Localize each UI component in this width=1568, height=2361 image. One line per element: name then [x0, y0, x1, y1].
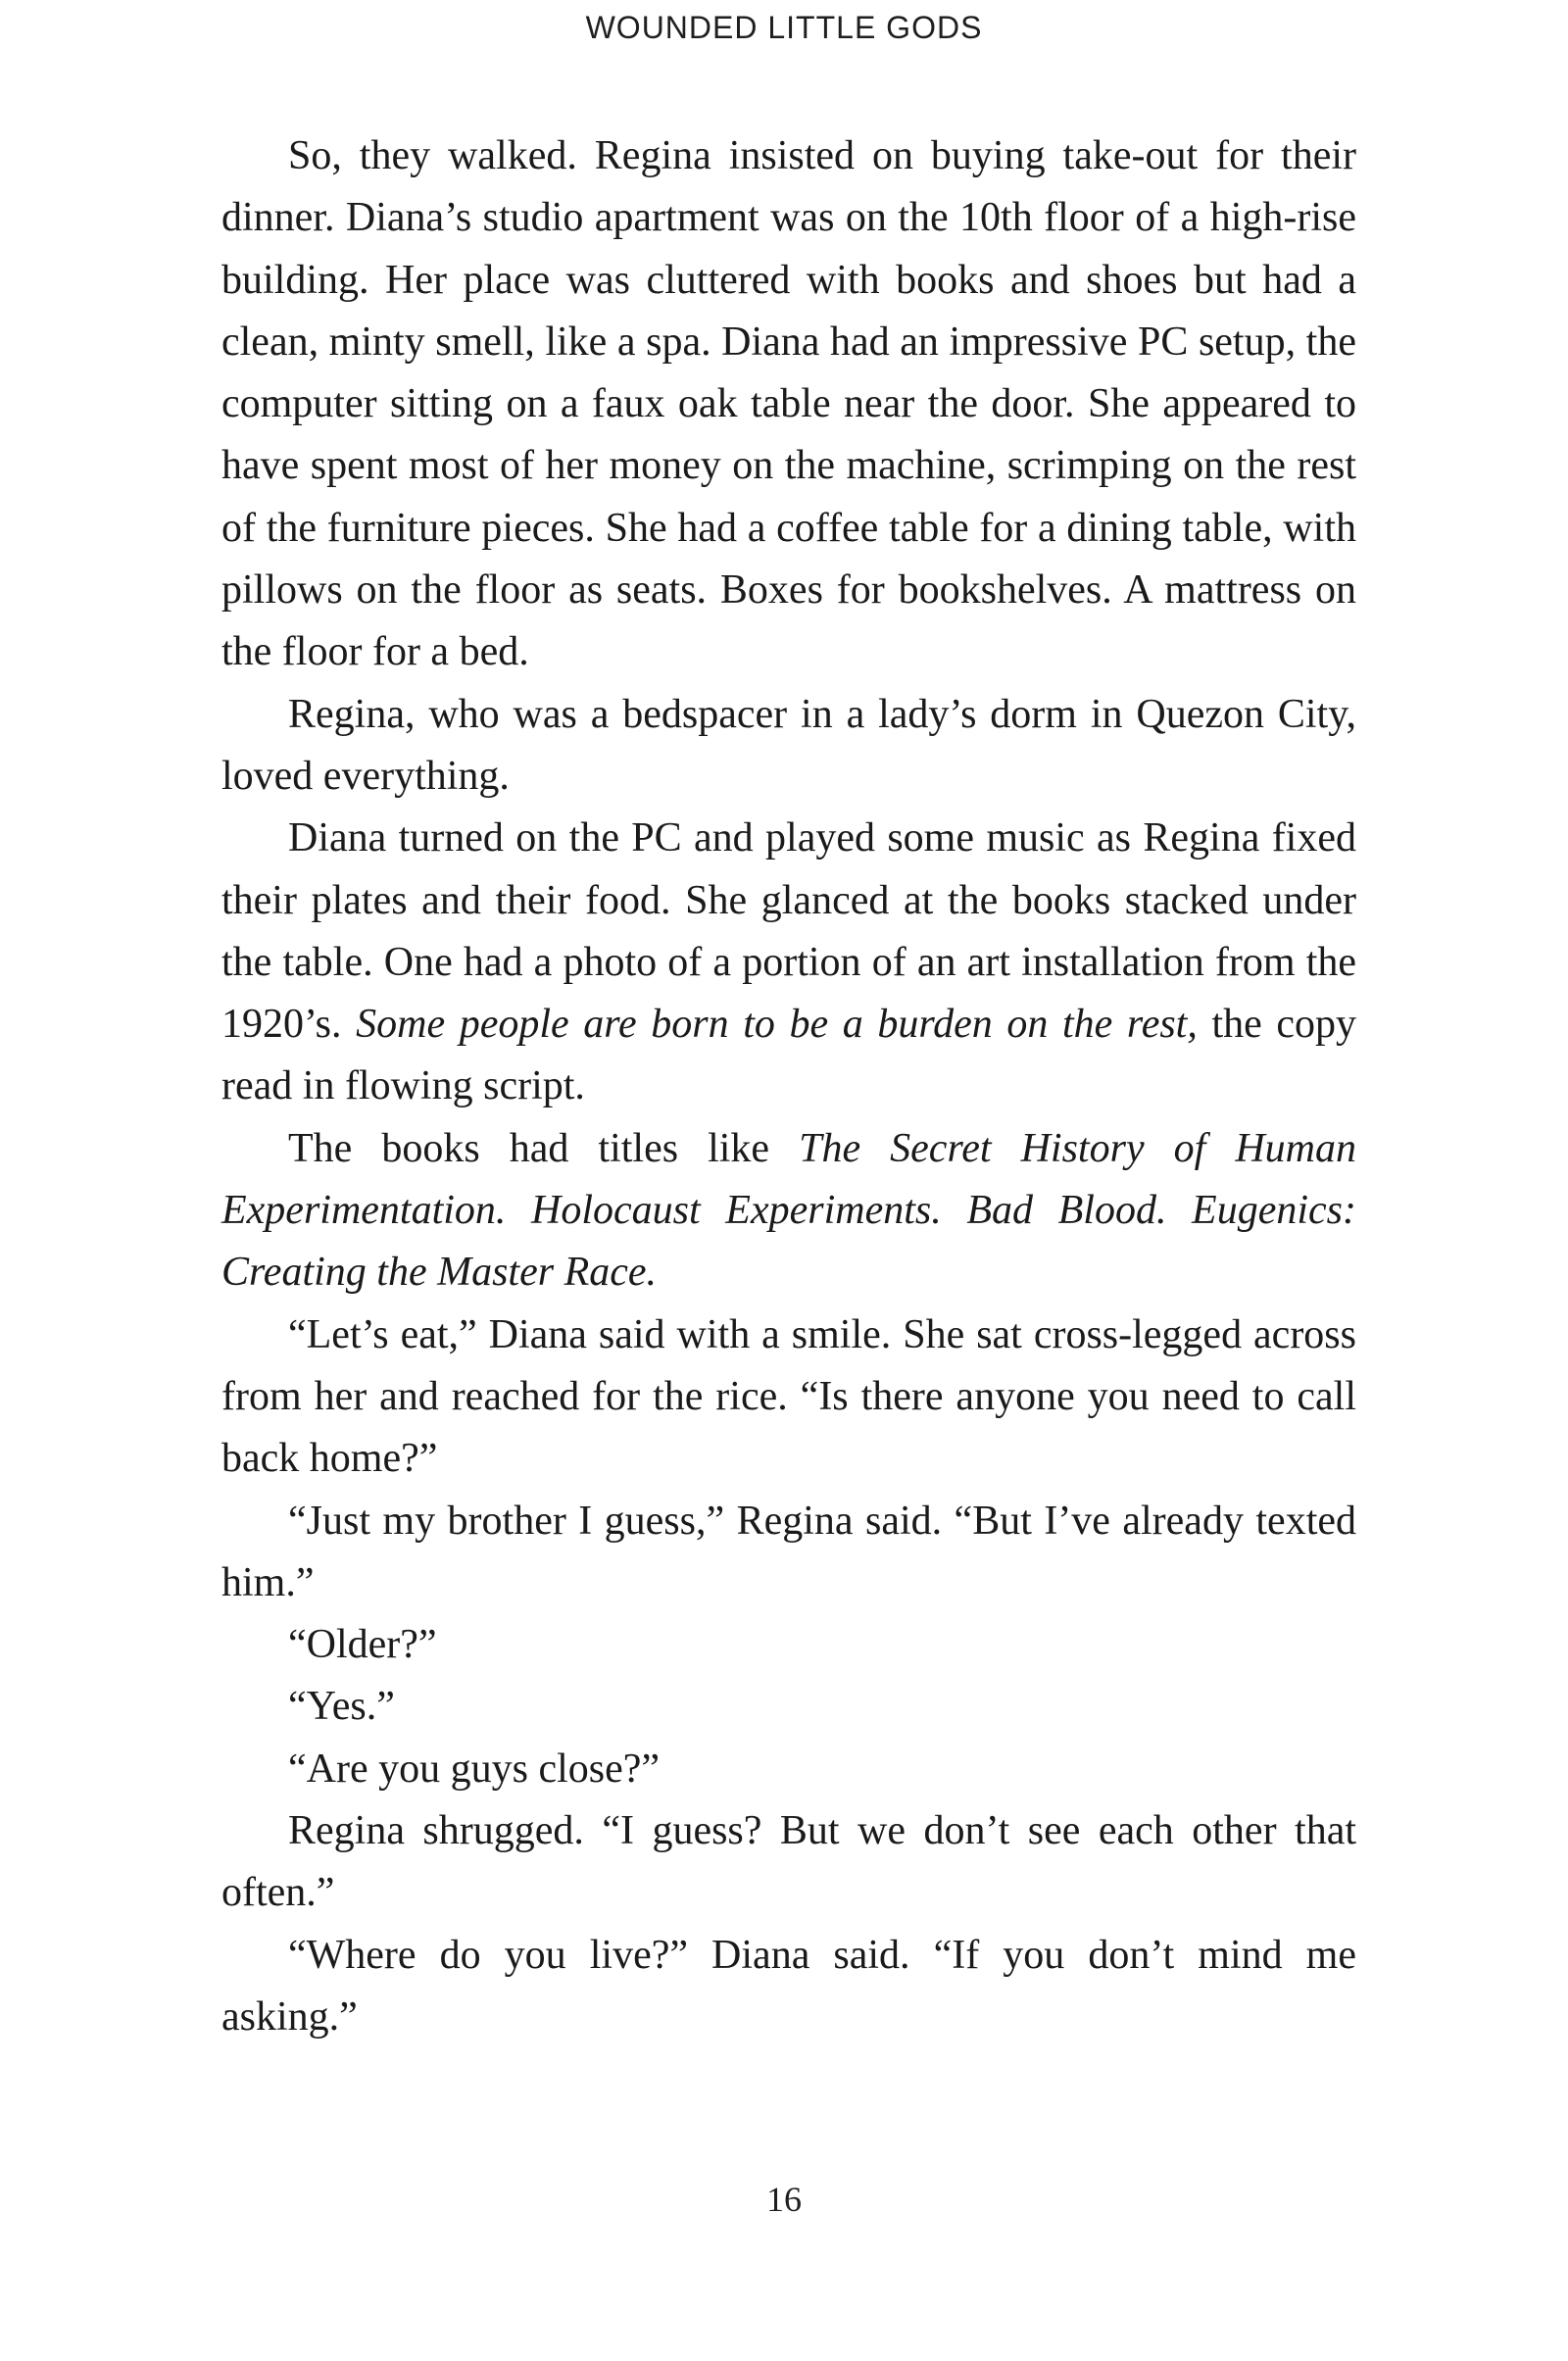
page-number: 16 — [766, 2180, 802, 2219]
paragraph — [221, 1118, 1356, 1304]
paragraph: Regina, who was a bedspacer in a lady’s dorm in Quezon City, loved everything. — [221, 691, 1356, 799]
paragraph: “Where do you live?” Diana said. “If you don’t mind me asking.” — [221, 1932, 1356, 2040]
italic-quote: Some people are born to be a burden on the rest, — [356, 1002, 1198, 1048]
paragraph — [221, 808, 1356, 1117]
paragraph: “Are you guys close?” — [288, 1746, 661, 1792]
paragraph: So, they walked. Regina insisted on buying take-out for their dinner. Diana’s studio apartment was on the 10th floor of a high-rise building. Her place was cluttered with books and shoes but had a clean, minty smell, like a spa. Diana had an impressive PC setup, the computer sitting on a faux oak table near the door. She appeared to have spent most of her money on the machine, scrimping on the rest of the furniture pieces. She had a coffee table for a dining table, with pillows on the floor as seats. Boxes for bookshelves. A mattress on the floor for a bed. — [221, 133, 1356, 675]
paragraph: Regina shrugged. “I guess? But we don’t see each other that often.” — [221, 1808, 1356, 1916]
paragraph: “Older?” — [288, 1622, 437, 1668]
running-head: WOUNDED LITTLE GODS — [585, 10, 983, 45]
paragraph: “Just my brother I guess,” Regina said. “But I’ve already texted him.” — [221, 1498, 1356, 1605]
paragraph-text: Diana turned on the PC and played some music as Regina fixed their plates and their food. She glanced at the books stacked under the table. One had a photo of a portion of an art installation from the 1920’s. — [221, 815, 1356, 1048]
paragraph: “Let’s eat,” Diana said with a smile. She sat cross-legged across from her and reached for the rice. “Is there anyone you need to call back home?” — [221, 1311, 1356, 1482]
body-text — [221, 125, 1356, 2048]
italic-book-titles: The Secret History of Human Experimentation. Holocaust Experiments. Bad Blood. Eugenics: Creating the Master Race. — [221, 1125, 1356, 1296]
paragraph-text: The books had titles like — [288, 1125, 800, 1171]
paragraph: “Yes.” — [288, 1684, 395, 1730]
paragraph-text: the copy read in flowing script. — [221, 1002, 1357, 1109]
